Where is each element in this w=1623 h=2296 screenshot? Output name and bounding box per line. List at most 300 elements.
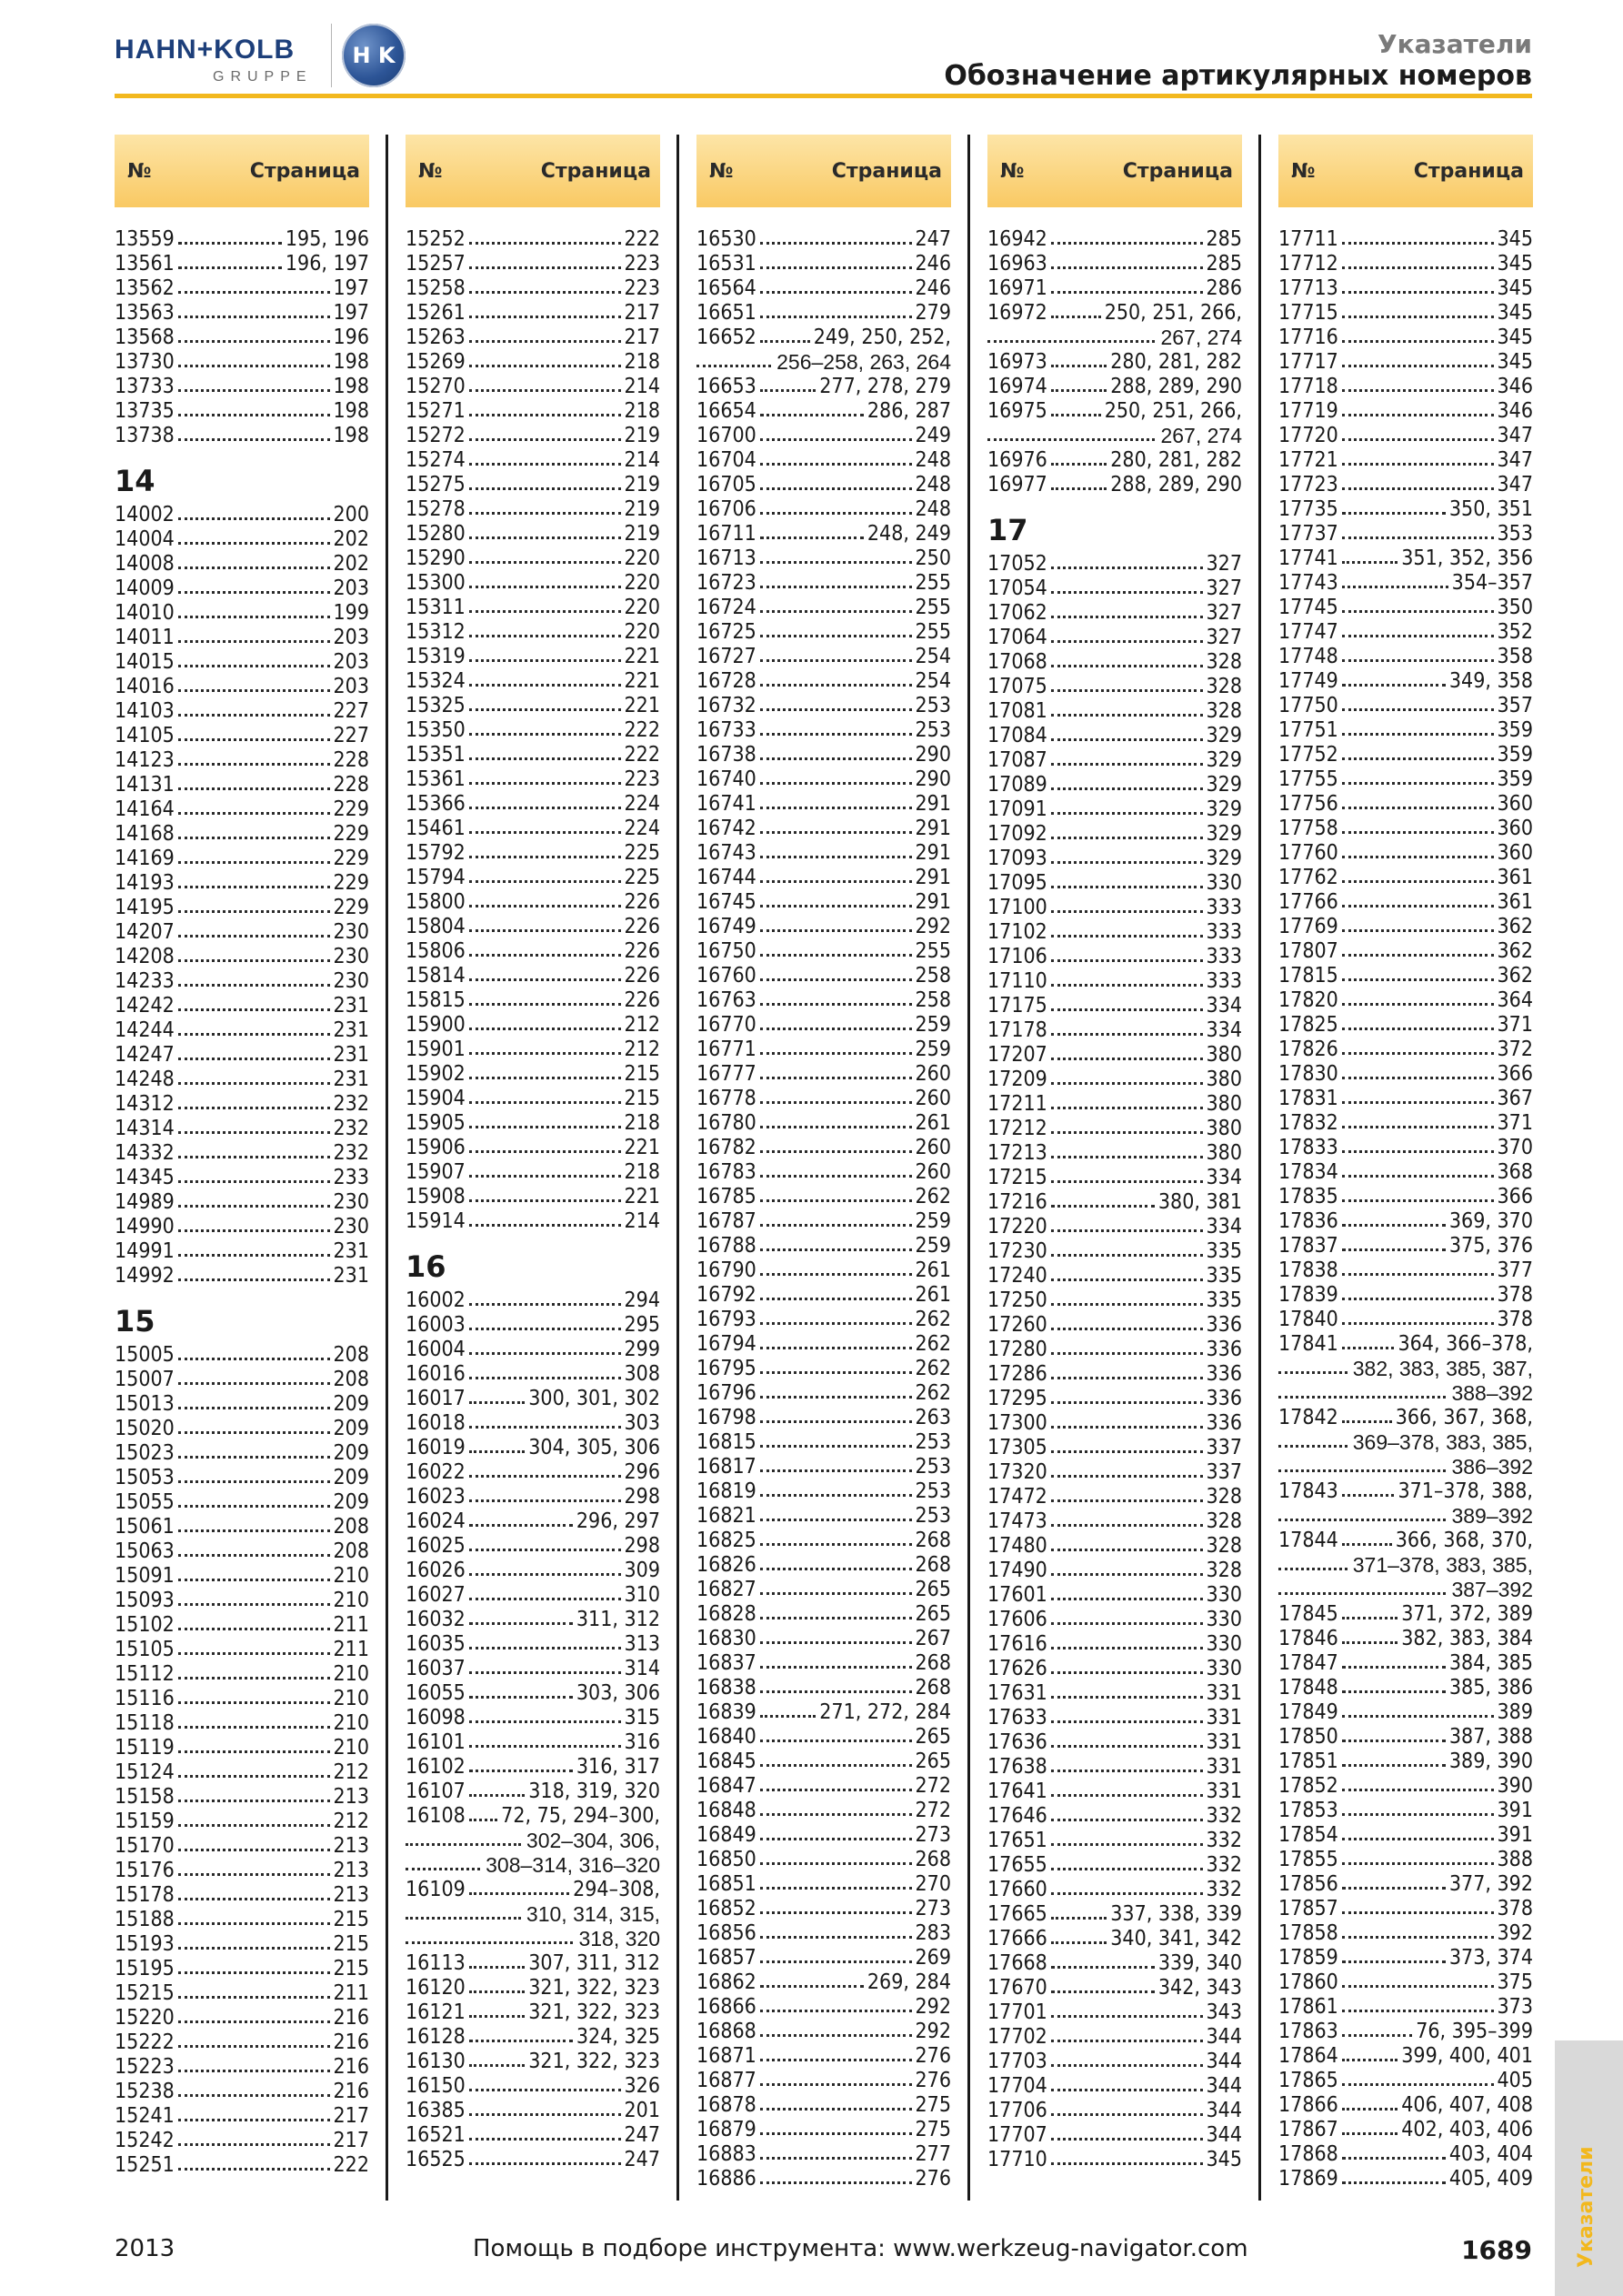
entry-pages: 269 bbox=[915, 1946, 951, 1970]
entry-number: 16740 bbox=[696, 767, 756, 791]
index-entry bbox=[1278, 1234, 1533, 1258]
entry-number: 15324 bbox=[406, 669, 466, 693]
index-entry bbox=[115, 920, 369, 945]
entry-number: 17842 bbox=[1278, 1406, 1338, 1429]
entry-number: 17213 bbox=[987, 1141, 1047, 1165]
dot-leader bbox=[760, 1519, 912, 1521]
entry-number: 16098 bbox=[406, 1706, 466, 1730]
entry-pages: 213 bbox=[333, 1785, 369, 1809]
entry-number: 15270 bbox=[406, 375, 466, 398]
index-entry bbox=[696, 1357, 951, 1381]
index-entry bbox=[115, 748, 369, 773]
entry-pages: 316, 317 bbox=[576, 1755, 660, 1779]
entry-number: 15195 bbox=[115, 1957, 175, 1980]
dot-leader bbox=[178, 438, 330, 441]
dot-leader bbox=[178, 1898, 330, 1900]
index-entry bbox=[1278, 1406, 1533, 1430]
entry-number: 15366 bbox=[406, 792, 466, 816]
entry-pages: 268 bbox=[915, 1529, 951, 1552]
entry-number: 16724 bbox=[696, 596, 756, 619]
dot-leader bbox=[469, 1524, 573, 1527]
entry-pages: 329 bbox=[1206, 797, 1242, 821]
entry-number: 14345 bbox=[115, 1166, 175, 1189]
entry-number: 15814 bbox=[406, 964, 466, 988]
entry-continuation bbox=[406, 1902, 660, 1927]
dot-leader bbox=[469, 463, 621, 466]
entry-pages: 260 bbox=[915, 1062, 951, 1086]
dot-leader bbox=[178, 1996, 330, 1999]
entry-number: 15188 bbox=[115, 1908, 175, 1931]
entry-pages: 275 bbox=[915, 2093, 951, 2117]
dot-leader bbox=[469, 389, 621, 392]
entry-pages: 344 bbox=[1206, 2123, 1242, 2147]
entry-number: 14992 bbox=[115, 1264, 175, 1288]
index-entry bbox=[115, 1343, 369, 1368]
entry-number: 17834 bbox=[1278, 1160, 1338, 1184]
index-entry bbox=[696, 890, 951, 915]
index-entry bbox=[406, 1185, 660, 1209]
entry-number: 15252 bbox=[406, 227, 466, 251]
index-entry bbox=[406, 596, 660, 620]
entry-number: 17095 bbox=[987, 871, 1047, 895]
dot-leader bbox=[1342, 2010, 1494, 2012]
entry-pages: 210 bbox=[333, 1589, 369, 1612]
dot-leader bbox=[1051, 910, 1203, 913]
index-entry bbox=[115, 1736, 369, 1760]
entry-pages: 216 bbox=[333, 2080, 369, 2103]
entry-pages: 290 bbox=[915, 767, 951, 791]
dot-leader bbox=[1342, 610, 1494, 613]
index-entry bbox=[406, 890, 660, 915]
dot-leader bbox=[760, 684, 912, 687]
column-separator bbox=[1258, 135, 1261, 2201]
dot-leader bbox=[1342, 1248, 1446, 1251]
entry-pages: 342, 343 bbox=[1157, 1976, 1242, 2000]
dot-leader bbox=[178, 1800, 330, 1802]
entry-pages: 226 bbox=[624, 988, 660, 1012]
entry-number: 17092 bbox=[987, 822, 1047, 846]
index-entry bbox=[115, 1264, 369, 1288]
dot-leader bbox=[1051, 763, 1203, 766]
entry-number: 17863 bbox=[1278, 2020, 1338, 2043]
dot-leader bbox=[469, 1966, 525, 1969]
dot-leader bbox=[1278, 1568, 1347, 1570]
entry-number: 16852 bbox=[696, 1897, 756, 1920]
dot-leader bbox=[1051, 1549, 1203, 1551]
index-entry bbox=[115, 227, 369, 252]
entry-pages: 220 bbox=[624, 546, 660, 570]
entry-number: 16782 bbox=[696, 1136, 756, 1159]
dot-leader bbox=[1342, 1077, 1494, 1079]
dot-leader bbox=[469, 487, 621, 490]
entry-number: 17054 bbox=[987, 577, 1047, 600]
dot-leader bbox=[760, 291, 912, 294]
entry-pages: 196 bbox=[333, 326, 369, 349]
entry-pages: 268 bbox=[915, 1676, 951, 1699]
entry-pages: 203 bbox=[333, 577, 369, 600]
entry-pages: 362 bbox=[1497, 964, 1533, 988]
entry-number: 16723 bbox=[696, 571, 756, 595]
index-entry bbox=[696, 1651, 951, 1676]
index-entry bbox=[1278, 890, 1533, 915]
entry-pages: 321, 322, 323 bbox=[528, 1976, 660, 2000]
entry-pages: 280, 281, 282 bbox=[1110, 350, 1242, 374]
entry-pages: 391 bbox=[1497, 1799, 1533, 1822]
dot-leader bbox=[1342, 1764, 1446, 1767]
entry-pages: 209 bbox=[333, 1392, 369, 1416]
dot-leader bbox=[469, 512, 621, 515]
dot-leader bbox=[1342, 1101, 1494, 1104]
dot-leader bbox=[1342, 536, 1494, 539]
index-entry bbox=[1278, 2093, 1533, 2118]
dot-leader bbox=[178, 1947, 330, 1950]
entry-number: 16971 bbox=[987, 276, 1047, 300]
entry-number: 14242 bbox=[115, 994, 175, 1018]
entry-pages: 273 bbox=[915, 1897, 951, 1920]
dot-leader bbox=[1051, 591, 1203, 594]
index-entry bbox=[406, 1288, 660, 1313]
entry-number: 17833 bbox=[1278, 1136, 1338, 1159]
entry-pages: 279 bbox=[915, 301, 951, 325]
dot-leader bbox=[760, 561, 912, 564]
dot-leader bbox=[178, 1701, 330, 1704]
entry-number: 14991 bbox=[115, 1239, 175, 1263]
entry-pages: 337 bbox=[1206, 1436, 1242, 1459]
index-entry bbox=[1278, 326, 1533, 350]
index-entry bbox=[406, 448, 660, 473]
column-body bbox=[115, 227, 369, 2178]
dot-leader bbox=[469, 1028, 621, 1030]
dot-leader bbox=[987, 340, 1155, 343]
entry-pages: 380 bbox=[1206, 1068, 1242, 1091]
entry-number: 17706 bbox=[987, 2099, 1047, 2122]
entry-number: 14168 bbox=[115, 822, 175, 846]
entry-pages: 230 bbox=[333, 969, 369, 993]
column-header-number: № bbox=[1291, 159, 1316, 183]
entry-number: 16877 bbox=[696, 2069, 756, 2092]
entry-pages: 332 bbox=[1206, 1804, 1242, 1828]
column-separator bbox=[967, 135, 970, 2201]
index-entry bbox=[696, 1774, 951, 1799]
index-entry bbox=[406, 1362, 660, 1387]
entry-pages: 253 bbox=[915, 1479, 951, 1503]
entry-number: 17633 bbox=[987, 1706, 1047, 1730]
index-entry bbox=[406, 767, 660, 792]
entry-number: 17651 bbox=[987, 1829, 1047, 1852]
entry-pages: 318, 320 bbox=[578, 1927, 660, 1950]
entry-pages: 212 bbox=[624, 1038, 660, 1061]
dot-leader bbox=[469, 1450, 525, 1453]
index-entry bbox=[696, 473, 951, 497]
entry-pages: 310 bbox=[624, 1583, 660, 1607]
dot-leader bbox=[469, 1150, 621, 1153]
entry-pages: 388–392 bbox=[1451, 1381, 1533, 1405]
brand-emblem-icon bbox=[342, 24, 406, 87]
entry-number: 16564 bbox=[696, 276, 756, 300]
side-tab[interactable] bbox=[1555, 2040, 1623, 2296]
index-entry bbox=[406, 1804, 660, 1829]
entry-number: 16837 bbox=[696, 1651, 756, 1675]
entry-number: 14207 bbox=[115, 920, 175, 944]
index-entry bbox=[987, 1829, 1242, 1853]
entry-number: 15319 bbox=[406, 645, 466, 668]
index-entry bbox=[406, 473, 660, 497]
dot-leader bbox=[178, 566, 330, 569]
header-rule bbox=[115, 94, 1532, 98]
entry-number: 14244 bbox=[115, 1018, 175, 1042]
entry-pages: 347 bbox=[1497, 424, 1533, 447]
entry-pages: 328 bbox=[1206, 675, 1242, 698]
entry-pages: 198 bbox=[333, 375, 369, 398]
entry-pages: 221 bbox=[624, 669, 660, 693]
entry-pages: 199 bbox=[333, 601, 369, 625]
entry-number: 17606 bbox=[987, 1608, 1047, 1631]
entry-pages: 217 bbox=[624, 301, 660, 325]
index-entry bbox=[406, 1136, 660, 1160]
entry-pages: 222 bbox=[624, 718, 660, 742]
dot-leader bbox=[1342, 2181, 1446, 2184]
index-entry bbox=[696, 2093, 951, 2118]
entry-pages: 254 bbox=[915, 669, 951, 693]
entry-number: 16055 bbox=[406, 1681, 466, 1705]
entry-number: 17320 bbox=[987, 1460, 1047, 1484]
entry-number: 16847 bbox=[696, 1774, 756, 1798]
entry-pages: 334 bbox=[1206, 1166, 1242, 1189]
index-entry bbox=[115, 1662, 369, 1687]
dot-leader bbox=[760, 929, 912, 932]
entry-number: 17250 bbox=[987, 1288, 1047, 1312]
index-entry bbox=[696, 1750, 951, 1774]
entry-pages: 267, 274 bbox=[1160, 424, 1242, 447]
index-entry bbox=[1278, 252, 1533, 276]
index-entry bbox=[987, 994, 1242, 1018]
entry-number: 15325 bbox=[406, 694, 466, 717]
entry-pages: 213 bbox=[333, 1859, 369, 1882]
entry-pages: 72, 75, 294–300, bbox=[501, 1804, 660, 1828]
entry-pages: 366 bbox=[1497, 1062, 1533, 1086]
dot-leader bbox=[1342, 733, 1494, 736]
index-entry bbox=[987, 1632, 1242, 1657]
dot-leader bbox=[760, 1936, 912, 1939]
entry-pages: 229 bbox=[333, 871, 369, 895]
index-entry bbox=[1278, 473, 1533, 497]
entry-pages: 254 bbox=[915, 645, 951, 668]
index-entry bbox=[406, 841, 660, 866]
entry-pages: 250, 251, 266, bbox=[1104, 399, 1242, 423]
entry-number: 16972 bbox=[987, 301, 1047, 325]
entry-number: 16525 bbox=[406, 2148, 466, 2171]
dot-leader bbox=[178, 2094, 330, 2097]
dot-leader bbox=[760, 2181, 912, 2184]
index-entry bbox=[406, 375, 660, 399]
entry-pages: 385, 386 bbox=[1448, 1676, 1533, 1699]
index-entry bbox=[406, 620, 660, 645]
dot-leader bbox=[178, 2020, 330, 2023]
entry-pages: 253 bbox=[915, 1430, 951, 1454]
entry-pages: 231 bbox=[333, 1018, 369, 1042]
entry-number: 13562 bbox=[115, 276, 175, 300]
index-entry bbox=[115, 326, 369, 350]
dot-leader bbox=[987, 438, 1155, 441]
entry-number: 17052 bbox=[987, 552, 1047, 576]
index-entry bbox=[1278, 1062, 1533, 1087]
entry-pages: 333 bbox=[1206, 969, 1242, 993]
index-entry bbox=[987, 1313, 1242, 1338]
entry-number: 15118 bbox=[115, 1711, 175, 1735]
index-entry bbox=[115, 1117, 369, 1141]
dot-leader bbox=[760, 659, 912, 662]
index-entry bbox=[1278, 1823, 1533, 1848]
entry-pages: 221 bbox=[624, 645, 660, 668]
dot-leader bbox=[178, 365, 330, 367]
brand-subtitle: GRUPPE bbox=[213, 69, 313, 85]
entry-pages: 377 bbox=[1497, 1258, 1533, 1282]
index-entry bbox=[115, 1441, 369, 1466]
dot-leader bbox=[1342, 1494, 1395, 1497]
column-body bbox=[696, 227, 951, 2191]
column-body bbox=[1278, 227, 1533, 2191]
entry-pages: 296 bbox=[624, 1460, 660, 1484]
entry-pages: 202 bbox=[333, 527, 369, 551]
entry-number: 15311 bbox=[406, 596, 466, 619]
dot-leader bbox=[1342, 586, 1448, 588]
entry-pages: 231 bbox=[333, 1264, 369, 1288]
dot-leader bbox=[1342, 1789, 1494, 1791]
entry-pages: 248 bbox=[915, 473, 951, 496]
index-entry bbox=[1278, 1651, 1533, 1676]
entry-number: 15906 bbox=[406, 1136, 466, 1159]
entry-number: 17480 bbox=[987, 1534, 1047, 1558]
index-entry bbox=[115, 1417, 369, 1441]
entry-number: 14131 bbox=[115, 773, 175, 797]
entry-pages: 198 bbox=[333, 424, 369, 447]
entry-number: 16857 bbox=[696, 1946, 756, 1970]
entry-pages: 76, 395–399 bbox=[1416, 2020, 1533, 2043]
index-entry bbox=[987, 2099, 1242, 2123]
entry-pages: 225 bbox=[624, 841, 660, 865]
dot-leader bbox=[178, 1775, 330, 1778]
dot-leader bbox=[1342, 1322, 1494, 1325]
entry-number: 17751 bbox=[1278, 718, 1338, 742]
entry-pages: 335 bbox=[1206, 1264, 1242, 1288]
dot-leader bbox=[1051, 837, 1203, 839]
entry-number: 14002 bbox=[115, 503, 175, 526]
index-entry bbox=[1278, 2044, 1533, 2069]
entry-pages: 334 bbox=[1206, 1018, 1242, 1042]
index-column bbox=[696, 135, 951, 2191]
dot-leader bbox=[178, 1480, 330, 1483]
index-entry bbox=[987, 399, 1242, 424]
entry-number: 15804 bbox=[406, 915, 466, 938]
dot-leader bbox=[1051, 812, 1203, 815]
index-entry bbox=[115, 1068, 369, 1092]
entry-number: 17857 bbox=[1278, 1897, 1338, 1920]
entry-pages: 345 bbox=[1206, 2148, 1242, 2171]
entry-number: 16521 bbox=[406, 2123, 466, 2147]
entry-number: 15902 bbox=[406, 1062, 466, 1086]
entry-number: 16849 bbox=[696, 1823, 756, 1847]
dot-leader bbox=[760, 708, 912, 711]
entry-number: 15905 bbox=[406, 1111, 466, 1135]
index-entry bbox=[696, 939, 951, 964]
entry-number: 16819 bbox=[696, 1479, 756, 1503]
entry-pages: 231 bbox=[333, 1239, 369, 1263]
index-entry bbox=[987, 1780, 1242, 1804]
dot-leader bbox=[1051, 266, 1203, 269]
dot-leader bbox=[178, 1205, 330, 1208]
dot-leader bbox=[760, 2132, 912, 2135]
entry-number: 17280 bbox=[987, 1338, 1047, 1361]
index-entry bbox=[1278, 497, 1533, 522]
entry-pages: 350 bbox=[1497, 596, 1533, 619]
entry-number: 16826 bbox=[696, 1553, 756, 1577]
index-entry bbox=[987, 473, 1242, 497]
entry-number: 17743 bbox=[1278, 571, 1338, 595]
dot-leader bbox=[1342, 1028, 1494, 1030]
dot-leader bbox=[1051, 886, 1203, 888]
entry-pages: 196, 197 bbox=[285, 252, 369, 276]
dot-leader bbox=[760, 1543, 912, 1546]
dot-leader bbox=[1342, 340, 1494, 343]
entry-number: 16778 bbox=[696, 1087, 756, 1110]
entry-pages: 328 bbox=[1206, 1485, 1242, 1509]
index-entry bbox=[115, 969, 369, 994]
entry-number: 15176 bbox=[115, 1859, 175, 1882]
dot-leader bbox=[469, 1426, 621, 1429]
dot-leader bbox=[469, 561, 621, 564]
index-entry bbox=[115, 1760, 369, 1785]
entry-number: 17838 bbox=[1278, 1258, 1338, 1282]
entry-number: 14164 bbox=[115, 797, 175, 821]
dot-leader bbox=[469, 2064, 525, 2067]
index-entry bbox=[406, 1509, 660, 1534]
dot-leader bbox=[1051, 714, 1203, 717]
entry-number: 17300 bbox=[987, 1411, 1047, 1435]
entry-pages: 256–258, 263, 264 bbox=[776, 350, 951, 374]
entry-number: 17601 bbox=[987, 1583, 1047, 1607]
index-entry bbox=[115, 1981, 369, 2006]
index-entry bbox=[115, 503, 369, 527]
index-entry bbox=[696, 743, 951, 767]
index-entry bbox=[406, 1706, 660, 1730]
entry-number: 17106 bbox=[987, 945, 1047, 968]
entry-pages: 382, 383, 384 bbox=[1401, 1627, 1533, 1650]
dot-leader bbox=[1051, 1377, 1203, 1379]
entry-pages: 332 bbox=[1206, 1829, 1242, 1852]
index-entry bbox=[406, 399, 660, 424]
index-entry bbox=[696, 448, 951, 473]
entry-number: 14247 bbox=[115, 1043, 175, 1067]
index-entry bbox=[406, 694, 660, 718]
entry-number: 17864 bbox=[1278, 2044, 1338, 2068]
dot-leader bbox=[1342, 438, 1494, 441]
entry-number: 16785 bbox=[696, 1185, 756, 1208]
dot-leader bbox=[178, 1058, 330, 1060]
entry-number: 15806 bbox=[406, 939, 466, 963]
dot-leader bbox=[178, 1156, 330, 1158]
index-entry bbox=[1278, 301, 1533, 326]
entry-pages: 336 bbox=[1206, 1387, 1242, 1410]
entry-number: 17854 bbox=[1278, 1823, 1338, 1847]
dot-leader bbox=[1342, 1347, 1395, 1349]
index-entry bbox=[406, 669, 660, 694]
index-entry bbox=[115, 945, 369, 969]
index-entry bbox=[1278, 1921, 1533, 1946]
entry-pages: 291 bbox=[915, 817, 951, 840]
entry-number: 16654 bbox=[696, 399, 756, 423]
entry-number: 16830 bbox=[696, 1627, 756, 1650]
index-entry bbox=[696, 767, 951, 792]
